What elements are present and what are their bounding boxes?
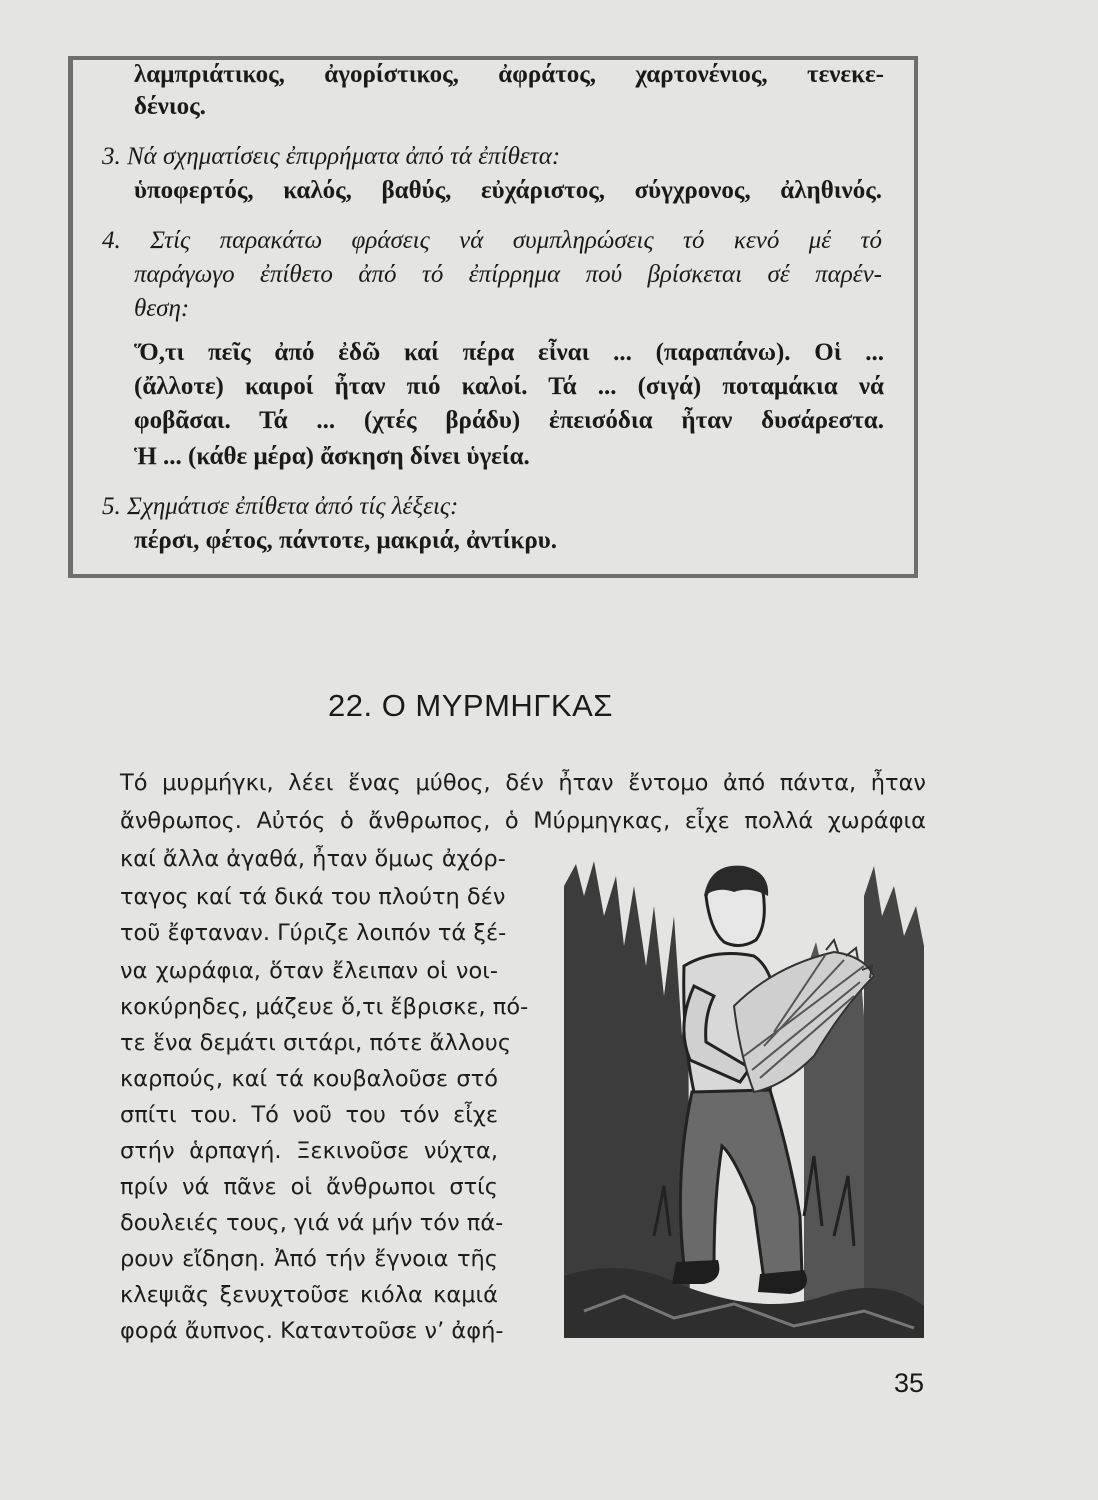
exercise-4-prompt-line-3: θεση:	[134, 295, 190, 322]
story-line-15: κλεψιᾶς ξενυχτοῦσε κιόλα καμιά	[120, 1282, 498, 1308]
wheat-carrier-illustration	[564, 856, 924, 1338]
story-line-7: κοκύρηδες, μάζευε ὅ,τι ἔβρισκε, πό-	[120, 994, 529, 1020]
exercise-4-sentence-line-3: φοβᾶσαι. Τά ... (χτές βράδυ) ἐπεισόδια ἦταν δυσάρεστα.	[134, 407, 884, 434]
story-line-12: πρίν νά πᾶνε οἱ ἄνθρωποι στίς	[120, 1174, 498, 1200]
story-line-1: Τό μυρμήγκι, λέει ἕνας μύθος, δέν ἦταν ἔντομο ἀπό πάντα, ἦταν	[120, 770, 926, 796]
exercise-3-prompt: 3. Νά σχηματίσεις ἐπιρρήματα ἀπό τά ἐπίθετα:	[102, 143, 561, 170]
story-line-4: ταγος καί τά δικά του πλούτη δέν	[120, 884, 506, 910]
story-line-9: καρπούς, καί τά κουβαλοῦσε στό	[120, 1066, 498, 1092]
exercise-4-prompt-line-1: 4. Στίς παρακάτω φράσεις νά συμπληρώσεις τό κενό μέ τό	[102, 227, 882, 254]
exercise-continuation-line-2: δένιος.	[134, 93, 206, 120]
exercise-4-prompt-line-2: παράγωγο ἐπίθετο ἀπό τό ἐπίρρημα πού βρίσκεται σέ παρέν-	[134, 261, 882, 288]
story-line-13: δουλειές τους, γιά νά μήν τόν πά-	[120, 1210, 504, 1236]
exercise-5-words: πέρσι, φέτος, πάντοτε, μακριά, ἀντίκρυ.	[134, 527, 557, 554]
story-line-8: τε ἕνα δεμάτι σιτάρι, πότε ἄλλους	[120, 1030, 512, 1056]
chapter-title: 22. Ο ΜΥΡΜΗΓΚΑΣ	[328, 688, 613, 723]
exercise-4-sentence-line-4: Ἡ ... (κάθε μέρα) ἄσκηση δίνει ὑγεία.	[134, 443, 530, 470]
story-line-5: τοῦ ἔφταναν. Γύριζε λοιπόν τά ξέ-	[120, 920, 507, 946]
exercise-continuation-line-1: λαμπριάτικος, ἀγορίστικος, ἀφράτος, χαρτονένιος, τενεκε-	[134, 61, 884, 88]
exercise-4-sentence-line-1: Ὅ,τι πεῖς ἀπό ἐδῶ καί πέρα εἶναι ... (παραπάνω). Οἱ ...	[134, 339, 884, 366]
page-number: 35	[894, 1368, 925, 1398]
story-line-6: να χωράφια, ὅταν ἔλειπαν οἱ νοι-	[120, 958, 498, 984]
story-line-10: σπίτι του. Τό νοῦ του τόν εἶχε	[120, 1102, 498, 1128]
exercise-3-words: ὑποφερτός, καλός, βαθύς, εὐχάριστος, σύγχρονος, ἀληθινός.	[134, 177, 882, 204]
story-line-16: φορά ἄυπνος. Καταντοῦσε ν’ ἀφή-	[120, 1318, 504, 1344]
story-line-2: ἄνθρωπος. Αὐτός ὁ ἄνθρωπος, ὁ Μύρμηγκας, εἶχε πολλά χωράφια	[120, 808, 926, 834]
exercise-5-prompt: 5. Σχημάτισε ἐπίθετα ἀπό τίς λέξεις:	[102, 493, 459, 520]
story-line-14: ρουν εἴδηση. Ἀπό τήν ἔγνοια τῆς	[120, 1246, 498, 1272]
story-line-11: στήν ἁρπαγή. Ξεκινοῦσε νύχτα,	[120, 1138, 498, 1164]
exercise-4-sentence-line-2: (ἄλλοτε) καιροί ἦταν πιό καλοί. Τά ... (σιγά) ποταμάκια νά	[134, 373, 884, 400]
story-line-3: καί ἄλλα ἀγαθά, ἦταν ὅμως ἀχόρ-	[120, 846, 506, 872]
